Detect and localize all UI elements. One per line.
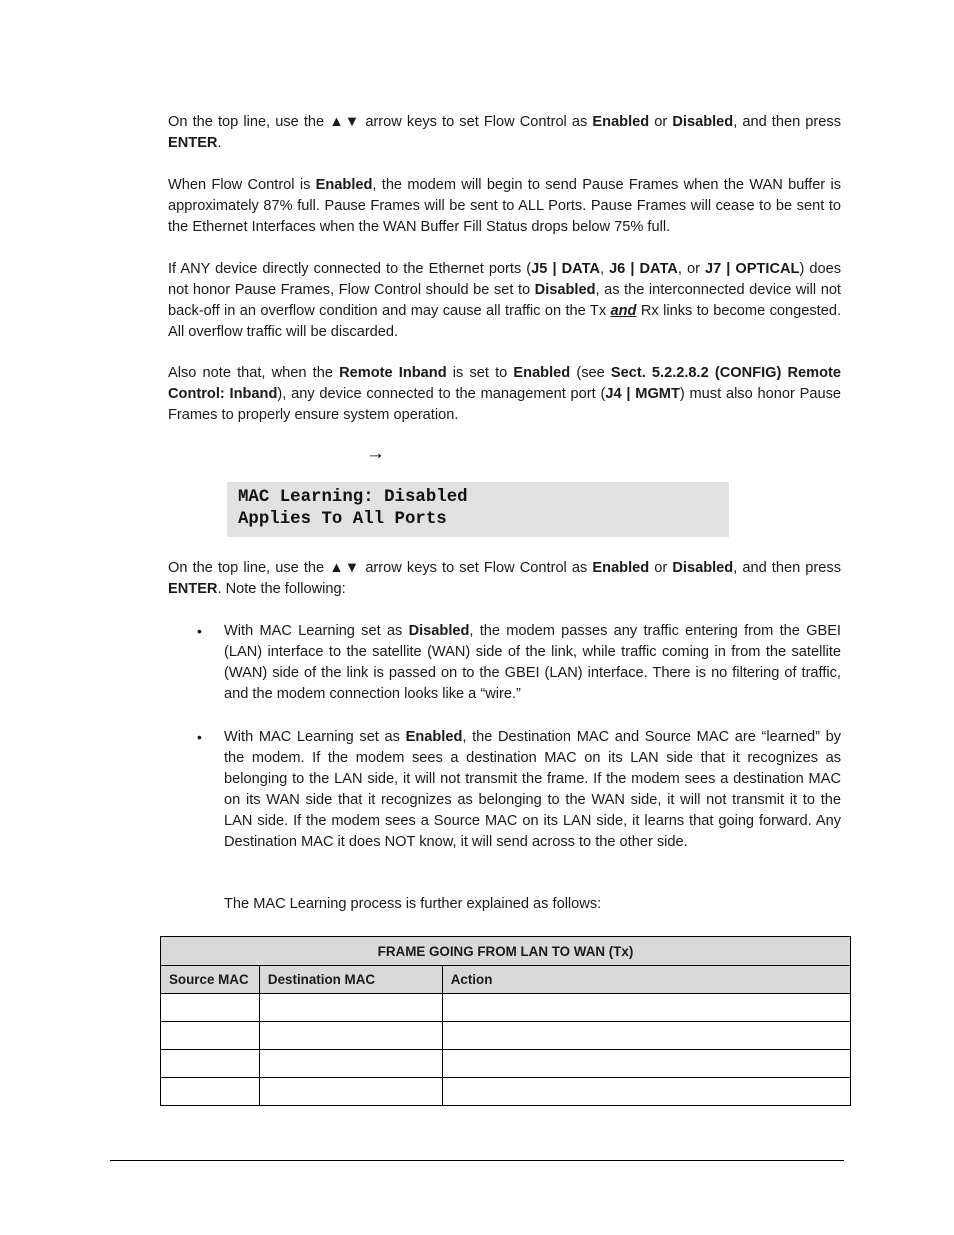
column-header-source-mac: Source MAC <box>161 966 260 994</box>
column-header-action: Action <box>442 966 850 994</box>
column-header-destination-mac: Destination MAC <box>259 966 442 994</box>
lcd-display <box>227 482 729 537</box>
table-header-row <box>161 966 851 994</box>
table-cell <box>259 1078 442 1106</box>
table-cell <box>259 1022 442 1050</box>
process-note: The MAC Learning process is further explained as follows: <box>224 896 602 912</box>
bullet-mac-enabled: With MAC Learning set as Enabled, the Destination MAC and Source MAC are “learned” by the modem. If the modem sees a destination MAC on its LAN side that it recognizes as belonging to the LAN side, it will not transmit the frame. If the modem sees a destination MAC on its WAN side that it recognizes as belonging to the WAN side, it will not transmit it to the LAN side. If the modem sees a Source MAC on its LAN side, it learns that going forward. Any Destination MAC it does NOT know, it will send across to the other side. <box>224 729 841 850</box>
bullet-icon: • <box>197 729 202 745</box>
table-cell <box>259 1050 442 1078</box>
table-cell <box>161 1050 260 1078</box>
lcd-line-2: Applies To All Ports <box>238 510 447 529</box>
table-cell <box>442 994 850 1022</box>
up-down-arrows-icon: ▲▼ <box>329 560 361 576</box>
table-row <box>161 1050 851 1078</box>
table-row <box>161 1022 851 1050</box>
table-cell <box>161 994 260 1022</box>
section-reference: Sect. 5.2.2.8.2 (CONFIG) Remote Control: Inband <box>168 365 842 402</box>
table-cell <box>161 1022 260 1050</box>
table-cell <box>442 1050 850 1078</box>
table-cell <box>442 1022 850 1050</box>
lcd-line-1: MAC Learning: Disabled <box>238 488 468 507</box>
table-caption: FRAME GOING FROM LAN TO WAN (Tx) <box>161 937 851 966</box>
remote-inband-note: Also note that, when the Remote Inband is set to Enabled (see Sect. 5.2.2.8.2 (CONFIG) Remote Control: Inband), any device connected to the management port (J4 | MGMT) must also honor Pause Frames to properly ensure system operation. <box>168 365 842 423</box>
up-down-arrows-icon: ▲▼ <box>329 114 361 130</box>
footer-divider <box>110 1160 844 1161</box>
table-cell <box>442 1078 850 1106</box>
table-row <box>161 994 851 1022</box>
mac-learning-table <box>160 936 851 1106</box>
table-cell <box>259 994 442 1022</box>
arrow-right-icon: → <box>366 443 385 464</box>
pause-frames-warning: If ANY device directly connected to the Ethernet ports (J5 | DATA, J6 | DATA, or J7 | OPTICAL) does not honor Pause Frames, Flow Control should be set to Disabled, as the interconnected device will not back-off in an overflow condition and may cause all traffic on the Tx and Rx links to become congested. All overflow traffic will be discarded. <box>168 261 842 340</box>
bullet-icon: • <box>197 623 202 639</box>
bullet-mac-disabled: With MAC Learning set as Disabled, the modem passes any traffic entering from the GBEI (LAN) interface to the satellite (WAN) side of the link, while traffic coming in from the satellite (WAN) side of the link is passed on to the GBEI (LAN) interface. There is no filtering of traffic, and the modem connection looks like a “wire.” <box>224 623 841 702</box>
table-cell <box>161 1078 260 1106</box>
mac-learning-instruction: On the top line, use the ▲▼ arrow keys to set Flow Control as Enabled or Disabled, and then press ENTER. Note the following: <box>168 560 841 597</box>
flow-control-instruction: On the top line, use the ▲▼ arrow keys to set Flow Control as Enabled or Disabled, and then press ENTER. <box>168 114 841 151</box>
table-row <box>161 1078 851 1106</box>
flow-control-enabled-note: When Flow Control is Enabled, the modem will begin to send Pause Frames when the WAN buffer is approximately 87% full. Pause Frames will be sent to ALL Ports. Pause Frames will cease to be sent to the Ethernet Interfaces when the WAN Buffer Fill Status drops below 75% full. <box>168 177 841 235</box>
